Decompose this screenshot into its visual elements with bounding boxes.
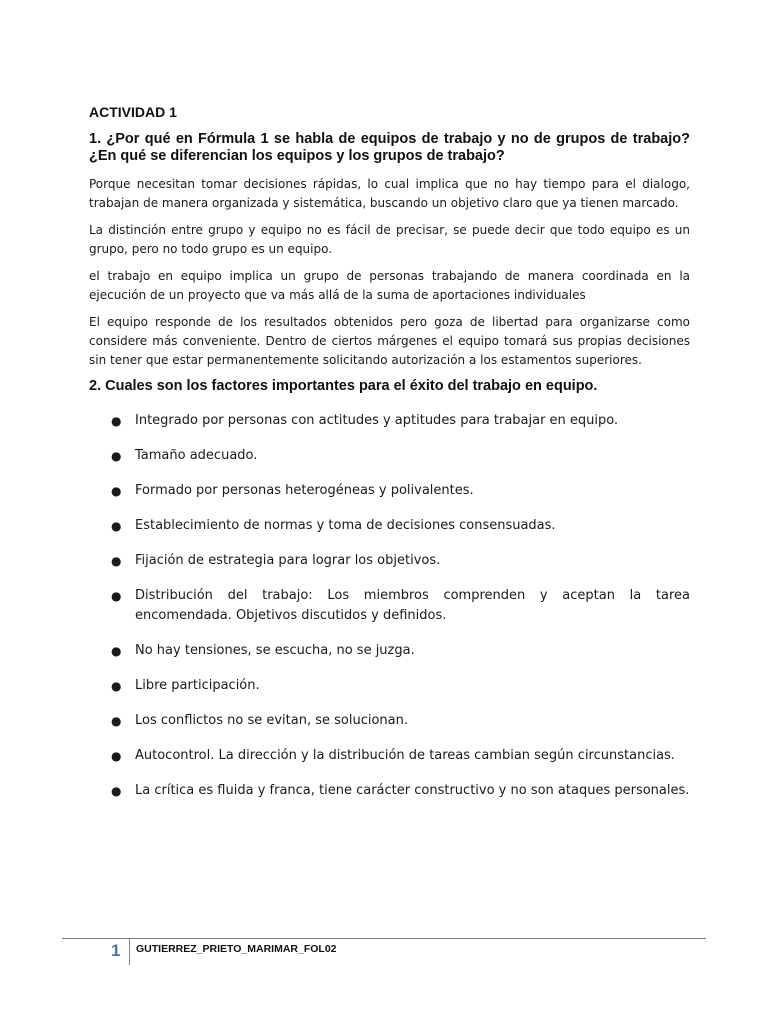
list-item [89,676,690,696]
bullet-icon: ● [111,589,122,603]
page-number: 1 [111,941,121,960]
list-item [89,446,690,466]
list-item [89,551,690,571]
list-item [89,586,690,626]
list-item [89,481,690,501]
document-page [89,104,690,816]
bullet-icon: ● [111,679,122,693]
list-item [89,746,690,766]
question-1: 1. ¿Por qué en Fórmula 1 se habla de equipos de trabajo y no de grupos de trabajo? ¿En qué se diferencian los equipos y los grupos de trabajo? [89,131,690,164]
list-item-text: Integrado por personas con actitudes y aptitudes para trabajar en equipo. [135,413,619,428]
answer-paragraph: El equipo responde de los resultados obtenidos pero goza de libertad para organizarse como considere más conveniente. Dentro de ciertos márgenes el equipo tomará sus propias decisiones sin tener que estar permanentemente solicitando autorización a los estamentos superiores. [89,315,690,367]
bullet-icon: ● [111,519,122,533]
list-item-text: Los conflictos no se evitan, se solucionan. [135,713,408,728]
activity-heading: ACTIVIDAD 1 [89,104,177,120]
list-item-text: Establecimiento de normas y toma de decisiones consensuadas. [135,518,556,533]
list-item [89,781,690,801]
list-item-text: Formado por personas heterogéneas y polivalentes. [135,483,474,498]
list-item-text: La crítica es fluida y franca, tiene carácter constructivo y no son ataques personales. [135,783,690,798]
footer-author: GUTIERREZ_PRIETO_MARIMAR_FOL02 [136,943,337,955]
answer-paragraph: el trabajo en equipo implica un grupo de personas trabajando de manera coordinada en la ejecución de un proyecto que va más allá de la suma de aportaciones individuales [89,269,690,302]
list-item [89,711,690,731]
list-item-text: Libre participación. [135,678,260,693]
bullet-icon: ● [111,414,122,428]
list-item [89,641,690,661]
factors-list [89,411,690,801]
list-item-text: Fijación de estrategia para lograr los objetivos. [135,553,441,568]
list-item-text: No hay tensiones, se escucha, no se juzga. [135,643,415,658]
question-2: 2. Cuales son los factores importantes para el éxito del trabajo en equipo. [89,378,598,394]
answer-paragraph: Porque necesitan tomar decisiones rápidas, lo cual implica que no hay tiempo para el dialogo, trabajan de manera organizada y sistemática, buscando un objetivo claro que ya tienen marcado. [89,177,690,210]
bullet-icon: ● [111,784,122,798]
bullet-icon: ● [111,449,122,463]
answer-paragraph: La distinción entre grupo y equipo no es fácil de precisar, se puede decir que todo equipo es un grupo, pero no todo grupo es un equipo. [89,223,690,256]
list-item [89,411,690,431]
bullet-icon: ● [111,714,122,728]
bullet-icon: ● [111,554,122,568]
bullet-icon: ● [111,484,122,498]
footer-divider [62,938,706,939]
list-item-text: Distribución del trabajo: Los miembros comprenden y aceptan la tarea encomendada. Objetivos discutidos y definidos. [135,588,690,623]
list-item [89,516,690,536]
bullet-icon: ● [111,749,122,763]
list-item-text: Tamaño adecuado. [135,448,258,463]
bullet-icon: ● [111,644,122,658]
list-item-text: Autocontrol. La dirección y la distribución de tareas cambian según circunstancias. [135,748,675,763]
footer-separator [129,939,130,965]
